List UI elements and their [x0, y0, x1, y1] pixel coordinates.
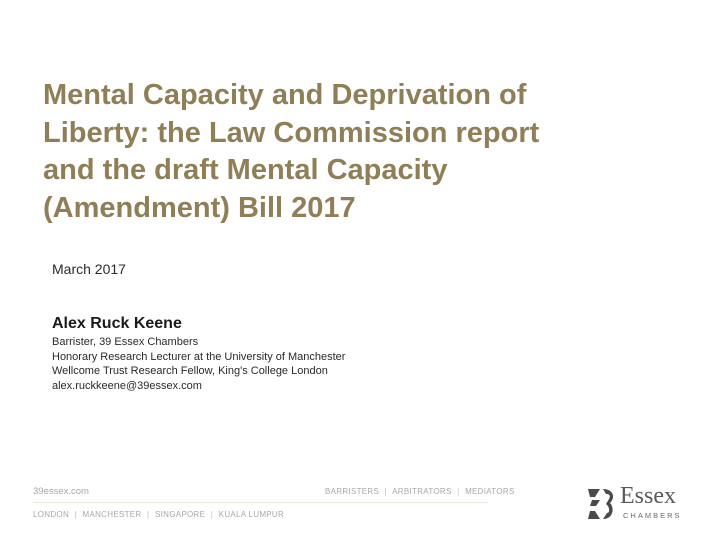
presentation-date: March 2017	[52, 261, 126, 277]
title-line-1: Mental Capacity and Deprivation of	[43, 79, 527, 111]
title-line-4: (Amendment) Bill 2017	[43, 191, 356, 224]
footer-separator: |	[210, 510, 214, 519]
author-role-barrister: Barrister, 39 Essex Chambers	[52, 336, 199, 348]
title-line-3: and the draft Mental Capacity	[43, 154, 448, 186]
author-email: alex.ruckkeene@39essex.com	[52, 379, 202, 392]
footer-roles	[325, 487, 515, 496]
footer-role-barristers: BARRISTERS	[325, 487, 380, 496]
essex-chambers-logo	[586, 483, 686, 522]
author-role-fellow: Wellcome Trust Research Fellow, King's College London	[52, 365, 328, 377]
footer-divider	[33, 502, 488, 503]
footer-separator: |	[457, 487, 460, 496]
footer-city-manchester: MANCHESTER	[82, 510, 142, 519]
author-name: Alex Ruck Keene	[52, 315, 182, 332]
title-line-2: Liberty: the Law Commission report	[43, 116, 540, 149]
author-role-lecturer: Honorary Research Lecturer at the University of Manchester	[52, 350, 346, 363]
logo-wordmark: Essex	[620, 483, 676, 509]
footer-website: 39essex.com	[33, 486, 89, 497]
author-details	[52, 335, 345, 393]
footer-city-singapore: SINGAPORE	[154, 510, 206, 519]
logo-subtext: CHAMBERS	[623, 511, 682, 520]
footer-cities	[33, 510, 284, 519]
footer-separator: |	[147, 510, 150, 519]
footer-separator: |	[384, 487, 388, 496]
39-essex-mark-icon	[586, 487, 618, 521]
presentation-title	[43, 77, 643, 227]
footer-separator: |	[74, 510, 77, 519]
footer-city-kuala-lumpur: KUALA LUMPUR	[218, 510, 285, 519]
footer-role-mediators: MEDIATORS	[465, 487, 515, 496]
footer-role-arbitrators: ARBITRATORS	[392, 487, 452, 496]
footer-city-london: LONDON	[33, 510, 70, 519]
